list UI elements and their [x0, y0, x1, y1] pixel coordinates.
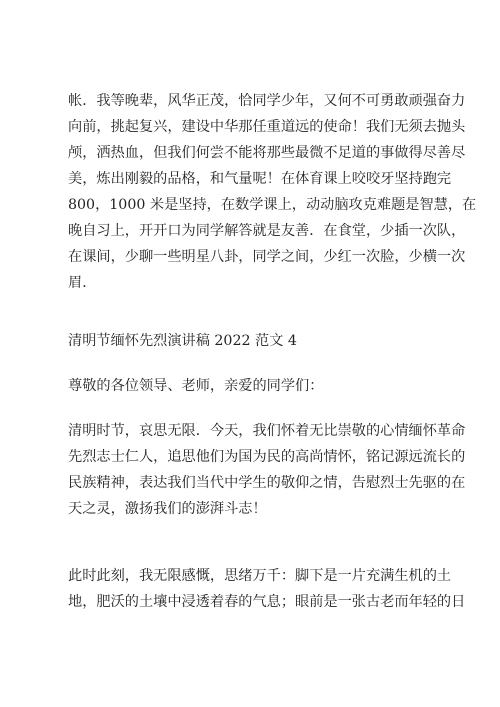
body-paragraph-3	[68, 563, 466, 615]
body-paragraph-2	[68, 418, 466, 522]
text-line: 先烈志士仁人，追思他们为国为民的高尚情怀，铭记源远流长的	[68, 449, 466, 465]
salutation	[68, 373, 448, 399]
text-line: 此时此刻，我无限感慨，思绪万千：脚下是一片充满生机的土	[68, 568, 452, 584]
text-line: 晚自习上，开开口为同学解答就是友善．在食堂，少插一次队，	[68, 223, 466, 239]
text-line: 颅，洒热血，但我们何尝不能将那些最微不足道的事做得尽善尽	[68, 145, 466, 161]
section-heading	[68, 328, 448, 354]
text-line: 眉．	[68, 275, 97, 291]
heading-text: 清明节缅怀先烈演讲稿 2022 范文 4	[68, 333, 297, 349]
text-line: 帐．我等晚辈，风华正茂，恰同学少年，又何不可勇敢顽强奋力	[68, 93, 466, 109]
text-line: 民族精神，表达我们当代中学生的敬仰之情，告慰烈士先驱的在	[68, 475, 466, 491]
text-line: 天之灵，激扬我们的澎湃斗志！	[68, 501, 267, 517]
text-line: 向前，挑起复兴，建设中华那任重道远的使命！我们无须去抛头	[68, 119, 466, 135]
salutation-text: 尊敬的各位领导、老师，亲爱的同学们：	[68, 378, 324, 394]
text-line: 在课间，少聊一些明星八卦，同学之间，少红一次脸，少横一次	[68, 249, 466, 265]
text-line: 地，肥沃的土壤中浸透着春的气息；眼前是一张古老而年轻的日	[68, 594, 466, 610]
body-paragraph-1	[68, 88, 477, 296]
text-line: 800，1000 米是坚持，在数学课上，动动脑攻克难题是智慧，在	[68, 197, 477, 213]
text-line: 美，炼出刚毅的品格，和气量呢！在体育课上咬咬牙坚持跑完	[68, 171, 452, 187]
text-line: 清明时节，哀思无限．今天，我们怀着无比崇敬的心情缅怀革命	[68, 423, 466, 439]
